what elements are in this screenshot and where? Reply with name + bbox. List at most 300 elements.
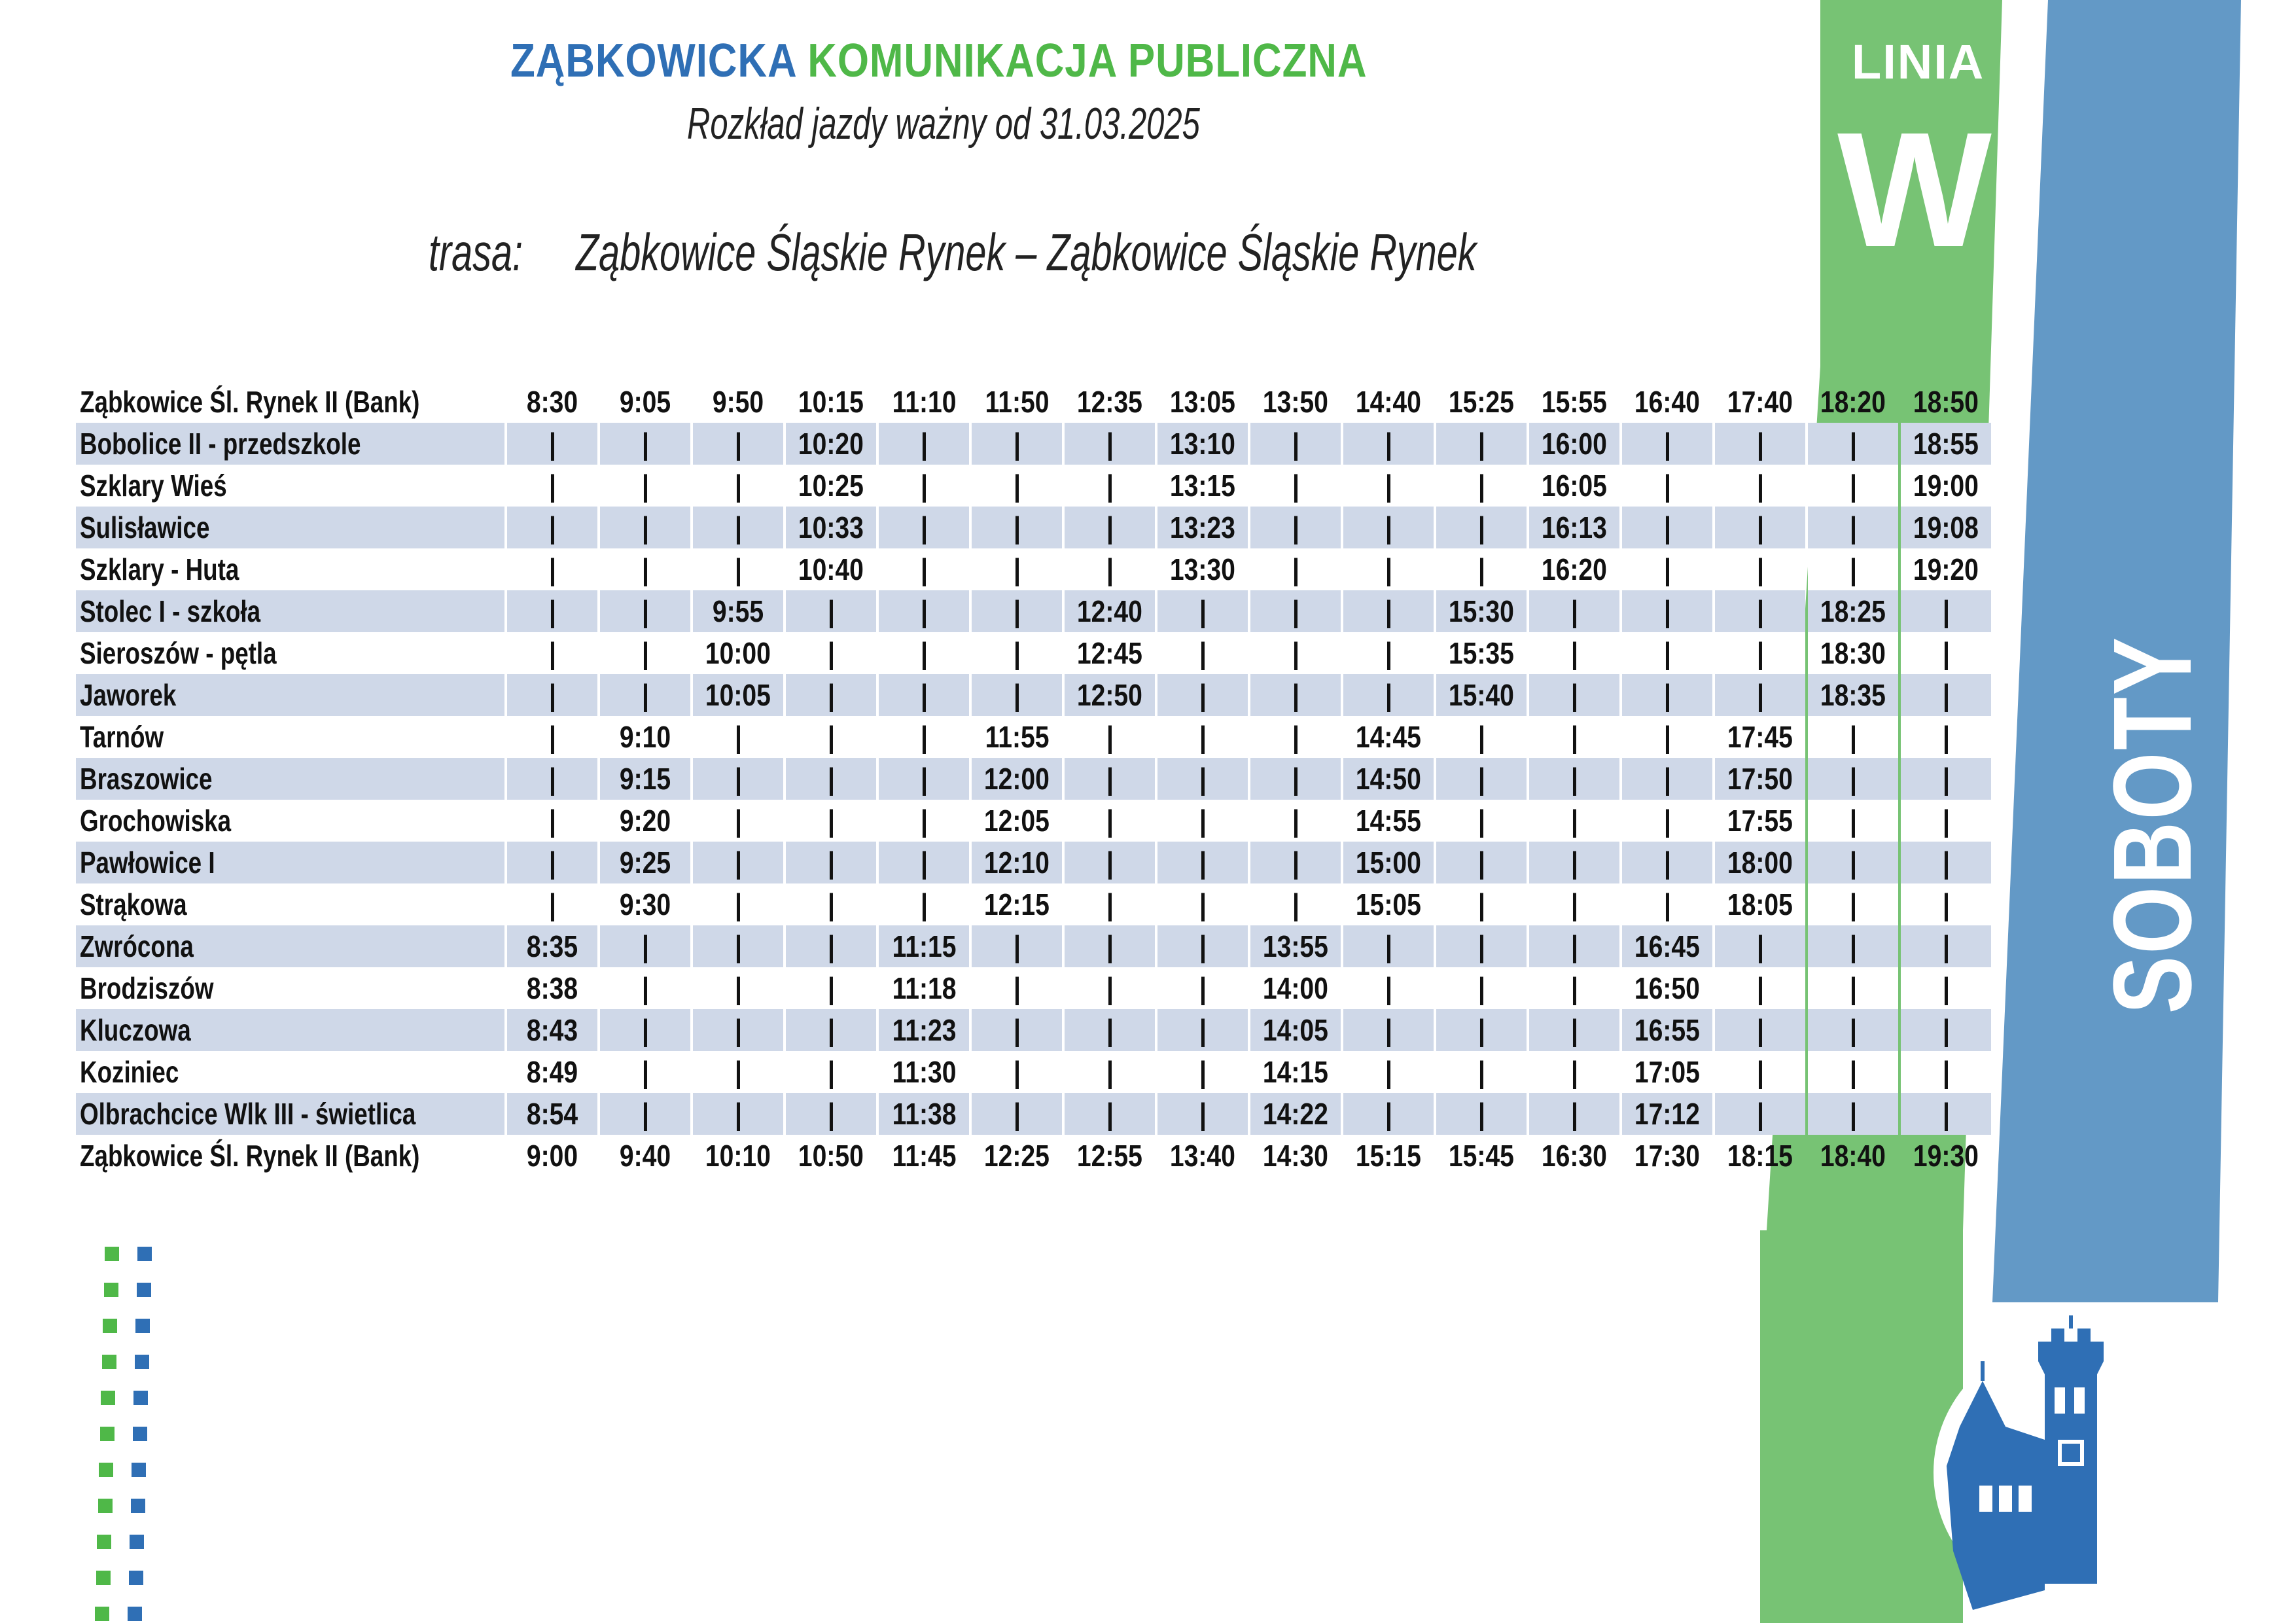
departure-time [1157,381,1248,423]
green-dot [98,1499,113,1513]
time-text: | [1013,594,1021,628]
pass-through-mark [972,423,1062,465]
pass-through-mark [786,967,876,1009]
time-text: | [641,1013,649,1047]
pass-through-mark [1250,842,1341,883]
pass-through-mark [507,632,597,674]
pass-through-mark [1808,758,1898,800]
time-text: | [1385,1055,1392,1089]
time-text: | [1849,552,1857,586]
time-text: | [827,804,835,838]
time-text: | [734,846,742,880]
time-text: | [827,594,835,628]
pass-through-mark [600,925,690,967]
pass-through-mark [972,465,1062,507]
pass-through-mark [1250,590,1341,632]
pass-through-mark [600,632,690,674]
pass-through-mark [879,883,969,925]
time-text: | [641,929,649,963]
time-text: | [1477,887,1485,921]
time-text: | [827,1013,835,1047]
time-text: 9:10 [620,720,671,754]
time-text: 18:25 [1820,594,1886,628]
time-text: 10:25 [798,469,864,503]
time-text: | [1756,678,1764,712]
stop-name [76,883,504,925]
departure-time [1157,507,1248,548]
time-text: | [827,846,835,880]
time-text: | [1570,1055,1578,1089]
time-text: | [1756,469,1764,503]
pass-through-mark [1715,465,1805,507]
time-text: | [827,887,835,921]
time-text: | [827,720,835,754]
time-text: | [1013,678,1021,712]
departure-time [693,381,783,423]
stop-name-text: Jaworek [80,678,177,712]
time-text: | [1477,469,1485,503]
departure-time [972,758,1062,800]
departure-time [1343,758,1434,800]
time-text: 11:50 [985,385,1050,419]
departure-time [1529,1135,1619,1177]
time-text: 19:08 [1913,510,1979,544]
time-text: | [1477,929,1485,963]
pass-through-mark [1529,1093,1619,1135]
departure-time [1529,507,1619,548]
departure-time [1250,1051,1341,1093]
departure-time [1901,465,1991,507]
departure-time [1901,381,1991,423]
time-text: | [1106,1055,1114,1089]
time-text: | [1199,594,1207,628]
time-text: 10:10 [705,1139,771,1173]
pass-through-mark [879,423,969,465]
pass-through-mark [600,590,690,632]
departure-time [1622,1009,1712,1051]
table-row [76,590,1991,632]
time-text: 13:10 [1170,427,1236,461]
time-text: 14:00 [1263,971,1329,1005]
stop-name [76,967,504,1009]
table-row [76,967,1991,1009]
time-text: | [641,678,649,712]
pass-through-mark [1529,716,1619,758]
departure-time [1250,925,1341,967]
departure-time [600,716,690,758]
time-text: | [1013,929,1021,963]
time-text: | [1849,887,1857,921]
pass-through-mark [879,507,969,548]
departure-time [1343,883,1434,925]
pass-through-mark [1065,758,1155,800]
pass-through-mark [1436,507,1527,548]
time-text: | [1013,427,1021,461]
time-text: | [1292,594,1299,628]
time-text: | [1477,1055,1485,1089]
time-text: 9:40 [620,1139,671,1173]
pass-through-mark [972,1009,1062,1051]
pass-through-mark [1715,674,1805,716]
departure-time [1250,1135,1341,1177]
stop-name [76,423,504,465]
pass-through-mark [1901,925,1991,967]
time-text: 16:45 [1634,929,1701,963]
time-text: | [1942,804,1950,838]
time-text: 10:00 [705,636,771,670]
time-text: | [1756,971,1764,1005]
stop-name-text: Tarnów [80,720,164,754]
time-text: | [1106,720,1114,754]
time-text: | [1199,887,1207,921]
table-row [76,548,1991,590]
time-text: | [1292,846,1299,880]
blue-dot [130,1535,144,1549]
departure-time [879,967,969,1009]
pass-through-mark [1436,967,1527,1009]
pass-through-mark [507,758,597,800]
pass-through-mark [1901,883,1991,925]
time-text: | [1849,1055,1857,1089]
pass-through-mark [1343,507,1434,548]
time-text: | [1106,1097,1114,1131]
time-text: | [1013,552,1021,586]
green-dot [104,1283,118,1297]
time-text: | [1199,971,1207,1005]
time-text: | [1385,510,1392,544]
time-text: | [548,427,556,461]
green-dot [96,1571,111,1585]
pass-through-mark [1343,465,1434,507]
time-text: | [1292,636,1299,670]
stop-name-text: Szklary - Huta [80,552,239,586]
time-text: | [920,552,928,586]
time-text: 16:55 [1634,1013,1701,1047]
time-text: 14:40 [1356,385,1422,419]
time-text: | [1385,636,1392,670]
green-dot [102,1355,116,1369]
time-text: | [920,846,928,880]
time-text: 9:05 [620,385,671,419]
pass-through-mark [879,674,969,716]
time-text: | [1199,678,1207,712]
pass-through-mark [1436,925,1527,967]
time-text: | [1570,636,1578,670]
departure-time [1157,548,1248,590]
time-text: 15:15 [1356,1139,1422,1173]
pass-through-mark [1715,632,1805,674]
line-label: LINIA [1852,35,1985,89]
departure-time [972,842,1062,883]
departure-time [786,548,876,590]
time-text: | [920,427,928,461]
time-text: | [1013,971,1021,1005]
pass-through-mark [1436,1093,1527,1135]
pass-through-mark [600,967,690,1009]
table-row [76,674,1991,716]
time-text: 8:54 [527,1097,578,1131]
time-text: | [641,427,649,461]
pass-through-mark [1622,842,1712,883]
time-text: | [1477,720,1485,754]
time-text: 17:55 [1727,804,1793,838]
time-text: | [1477,1013,1485,1047]
departure-time [507,967,597,1009]
departure-time [1065,590,1155,632]
time-text: 9:25 [620,846,671,880]
pass-through-mark [1529,590,1619,632]
departure-time [600,1135,690,1177]
time-text: 8:30 [527,385,578,419]
departure-time [1715,758,1805,800]
departure-time [1622,1135,1712,1177]
pass-through-mark [879,758,969,800]
time-text: 11:30 [892,1055,957,1089]
departure-time [1343,842,1434,883]
pass-through-mark [1901,967,1991,1009]
route-description: Ząbkowice Śląskie Rynek – Ząbkowice Śląskie Rynek [576,223,1477,281]
time-text: | [1756,552,1764,586]
time-text: | [1849,846,1857,880]
pass-through-mark [1529,967,1619,1009]
pass-through-mark [1436,423,1527,465]
pass-through-mark [1436,1051,1527,1093]
pass-through-mark [879,590,969,632]
pass-through-mark [972,674,1062,716]
time-text: 15:00 [1356,846,1422,880]
pass-through-mark [1343,1093,1434,1135]
time-text: | [1942,887,1950,921]
departure-time [1529,465,1619,507]
table-row [76,423,1991,465]
time-text: | [1106,929,1114,963]
time-text: 16:00 [1542,427,1608,461]
pass-through-mark [972,548,1062,590]
pass-through-mark [1436,842,1527,883]
departure-time [600,758,690,800]
pass-through-mark [1622,465,1712,507]
time-text: | [1199,762,1207,796]
time-text: 10:50 [798,1139,864,1173]
time-text: 18:00 [1727,846,1793,880]
stop-name [76,716,504,758]
pass-through-mark [600,1051,690,1093]
page-title [510,34,1368,88]
stop-name [76,1135,504,1177]
pass-through-mark [1901,800,1991,842]
town-hall-icon [1934,1302,2156,1616]
day-type-label: SOBOTY [2091,635,2215,1014]
time-text: | [641,510,649,544]
departure-time [1901,423,1991,465]
departure-time [1715,1135,1805,1177]
time-text: 11:10 [892,385,957,419]
time-text: | [827,929,835,963]
time-text: | [1385,552,1392,586]
pass-through-mark [1901,674,1991,716]
time-text: 12:50 [1077,678,1143,712]
time-text: | [1385,929,1392,963]
time-text: | [1849,1097,1857,1131]
time-text: 10:15 [798,385,864,419]
pass-through-mark [1808,925,1898,967]
time-text: | [1663,636,1671,670]
pass-through-mark [1157,674,1248,716]
pass-through-mark [1157,758,1248,800]
blue-dot [133,1427,147,1441]
departure-time [1622,967,1712,1009]
time-text: | [734,887,742,921]
blue-dot [131,1499,145,1513]
time-text: | [1013,1055,1021,1089]
time-text: | [920,636,928,670]
green-dot [100,1427,115,1441]
departure-time [693,632,783,674]
departure-time [507,925,597,967]
time-text: 12:00 [984,762,1050,796]
stop-name-text: Brodziszów [80,971,214,1005]
departure-time [1808,1135,1898,1177]
stop-name-text: Pawłowice I [80,846,215,880]
time-text: | [1199,929,1207,963]
time-text: | [1199,1097,1207,1131]
stop-name-text: Strąkowa [80,887,187,921]
time-text: | [1199,1013,1207,1047]
time-text: | [1663,594,1671,628]
pass-through-mark [1250,883,1341,925]
pass-through-mark [1250,548,1341,590]
time-text: 18:50 [1913,385,1979,419]
time-text: 14:15 [1263,1055,1329,1089]
departure-time [600,842,690,883]
pass-through-mark [507,548,597,590]
time-text: | [1942,720,1950,754]
time-text: | [1477,971,1485,1005]
departure-time [1250,967,1341,1009]
time-text: | [1106,469,1114,503]
time-text: | [1756,1055,1764,1089]
pass-through-mark [972,1093,1062,1135]
stop-name [76,381,504,423]
time-text: | [548,678,556,712]
time-text: | [1106,427,1114,461]
departure-time [786,423,876,465]
time-text: 14:05 [1263,1013,1329,1047]
pass-through-mark [1808,883,1898,925]
time-text: 11:38 [892,1097,957,1131]
departure-time [1065,1135,1155,1177]
blue-dot [132,1463,146,1477]
departure-time [1436,674,1527,716]
time-text: | [1849,762,1857,796]
time-text: | [827,678,835,712]
pass-through-mark [1715,423,1805,465]
departure-time [786,465,876,507]
time-text: 8:43 [527,1013,578,1047]
time-text: | [1385,469,1392,503]
departure-time [972,1135,1062,1177]
time-text: 16:05 [1542,469,1608,503]
time-text: | [827,636,835,670]
time-text: | [920,510,928,544]
time-text: 11:23 [892,1013,957,1047]
pass-through-mark [507,716,597,758]
pass-through-mark [1715,590,1805,632]
time-text: 11:18 [892,971,957,1005]
pass-through-mark [1343,632,1434,674]
pass-through-mark [1901,1051,1991,1093]
time-text: | [1013,1013,1021,1047]
time-text: 18:30 [1820,636,1886,670]
time-text: 10:33 [798,510,864,544]
pass-through-mark [1808,716,1898,758]
pass-through-mark [1622,507,1712,548]
stop-name-text: Braszowice [80,762,213,796]
time-text: | [734,804,742,838]
pass-through-mark [1901,1093,1991,1135]
pass-through-mark [1529,1009,1619,1051]
time-text: | [1292,762,1299,796]
pass-through-mark [786,674,876,716]
pass-through-mark [786,632,876,674]
stop-name [76,1009,504,1051]
time-text: | [548,552,556,586]
time-text: 12:35 [1077,385,1143,419]
time-text: 9:00 [527,1139,578,1173]
pass-through-mark [693,716,783,758]
pass-through-mark [879,465,969,507]
time-text: | [1292,469,1299,503]
stop-name-text: Sulisławice [80,510,210,544]
pass-through-mark [879,548,969,590]
pass-through-mark [1343,674,1434,716]
green-dot [99,1463,113,1477]
time-text: | [548,594,556,628]
pass-through-mark [693,1051,783,1093]
pass-through-mark [693,883,783,925]
pass-through-mark [507,590,597,632]
time-text: | [1663,887,1671,921]
departure-time [1157,465,1248,507]
departure-time [600,883,690,925]
time-text: 10:05 [705,678,771,712]
pass-through-mark [1715,1093,1805,1135]
stop-name-text: Koziniec [80,1055,179,1089]
time-text: 13:15 [1170,469,1236,503]
time-text: | [1292,887,1299,921]
time-text: | [1756,594,1764,628]
pass-through-mark [1808,423,1898,465]
pass-through-mark [1901,758,1991,800]
time-text: | [1106,887,1114,921]
table-row [76,716,1991,758]
time-text: | [1570,846,1578,880]
time-text: 18:20 [1820,385,1886,419]
departure-time [693,590,783,632]
pass-through-mark [1901,842,1991,883]
time-text: 9:55 [713,594,764,628]
departure-time [1901,507,1991,548]
stop-name-text: Sieroszów - pętla [80,636,277,670]
time-text: | [920,469,928,503]
pass-through-mark [1622,800,1712,842]
pass-through-mark [1065,507,1155,548]
time-text: | [1570,678,1578,712]
time-text: | [920,720,928,754]
blue-dot [129,1571,143,1585]
time-text: | [1570,720,1578,754]
time-text: | [1942,594,1950,628]
